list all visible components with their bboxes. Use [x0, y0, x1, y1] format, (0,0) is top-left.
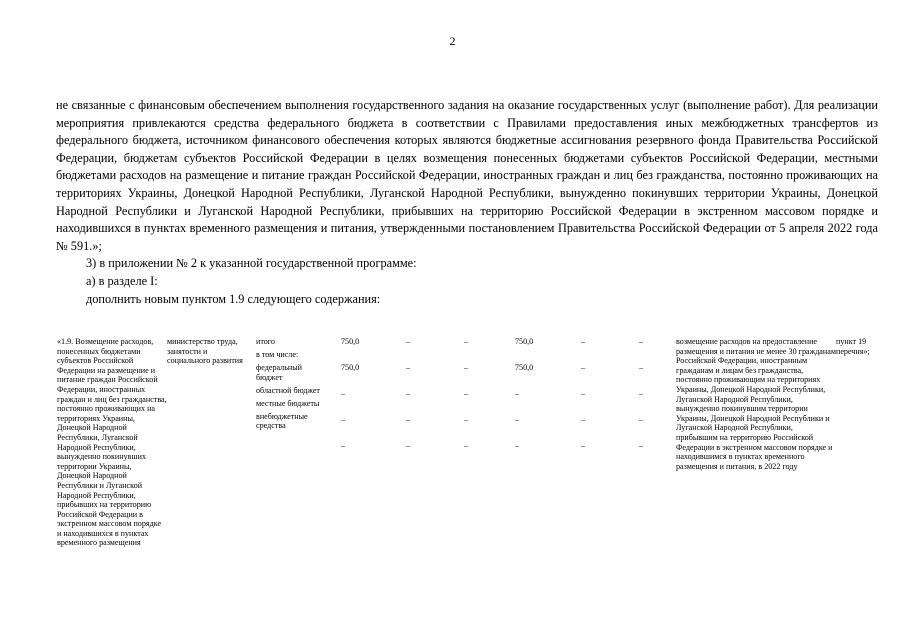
table-cell: – [581, 415, 586, 424]
table-cell: – [406, 415, 411, 424]
table-cell: – [515, 415, 520, 424]
table-cell: 750,0 [515, 363, 534, 372]
table-cell: – [639, 441, 644, 450]
table-cell: – [639, 337, 644, 346]
table-reference-cell: пункт 19 перечня»; [836, 337, 870, 356]
table-row-label: областной бюджет [256, 385, 320, 395]
table-cell: – [406, 337, 411, 346]
paragraph-2: 3) в приложении № 2 к указанной государственной программе: [86, 256, 417, 271]
table-cell: – [515, 441, 520, 450]
paragraph-4: дополнить новым пунктом 1.9 следующего содержания: [86, 291, 381, 306]
table-cell: – [639, 389, 644, 398]
table-cell: – [581, 363, 586, 372]
table-cell: – [406, 363, 411, 372]
table-source-column [256, 337, 326, 431]
document-body [56, 97, 878, 308]
table-cell: 750,0 [515, 337, 534, 346]
table-row-label: в том числе: [256, 349, 299, 359]
table-cell: – [639, 363, 644, 372]
table-cell: – [464, 363, 469, 372]
table-cell: – [581, 337, 586, 346]
table-row-label: федеральный бюджет [256, 362, 302, 382]
table-cell: – [464, 337, 469, 346]
table-cell: – [341, 389, 346, 398]
table-cell: – [581, 441, 586, 450]
table-cell: – [464, 415, 469, 424]
table-measure-cell: «1.9. Возмещение расходов, понесенных бюджетами субъектов Российской Федерации на размещение и питание граждан Российской Федерации, иностранных граждан и лиц без гражданства, постоянно проживающих на территориях Украины, Донецкой Народной Республики, Луганской Народной Республики, вынужденно покинувших территории Украины, Донецкой Народной Республики и Луганской Народной Республики, прибывших на территорию Российской Федерации в экстренном массовом порядке и находившихся в пунктах временного размещения [57, 337, 167, 548]
table-cell: – [341, 441, 346, 450]
table-row-label: внебюджетные средства [256, 411, 308, 431]
table-row-label: местные бюджеты [256, 398, 320, 408]
table-row-label: итого [256, 337, 275, 346]
table-executor-cell: министерство труда, занятости и социального развития [167, 337, 243, 366]
table-cell: 750,0 [341, 337, 360, 346]
table-cell: – [341, 415, 346, 424]
table-result-cell: возмещение расходов на предоставление размещения и питания не менее 30 гражданам Российской Федерации, иностранным гражданам и лицам без гражданства, постоянно проживающим на территориях Украины, Донецкой Народной Республики, Луганской Народной Республики, вынужденно покинувшим территории Украины, Донецкой Народной Республики и Луганской Народной Республики, прибывшим на территорию Российской Федерации в экстренном массовом порядке и находившимся в пунктах временного размещения и питания, в 2022 году [676, 337, 836, 471]
table-cell: – [406, 389, 411, 398]
paragraph-3: а) в разделе I: [86, 273, 158, 288]
paragraph-1: не связанные с финансовым обеспечением выполнения государственного задания на оказание государственных услуг (выполнение работ). Для реализации мероприятия привлекаются средства федерального бюджета в соответствии с Правилами предоставления иных межбюджетных трансфертов из федерального бюджета, источником финансового обеспечения которых являются бюджетные ассигнования резервного фонда Правительства Российской Федерации, бюджетам субъектов Российской Федерации в целях возмещения понесенных бюджетами субъектов Российской Федерации, местными бюджетами расходов на размещение и питание граждан Российской Федерации, иностранных граждан и лиц без гражданства, постоянно проживающих на территориях Украины, Донецкой Народной Республики, Луганской Народной Республики, вынужденно покинувших территории Украины, Донецкой Народной Республики и Луганской Народной Республики, прибывших на территорию Российской Федерации в экстренном массовом порядке и находившихся в пунктах временного размещения и питания, утвержденными постановлением Правительства Российской Федерации от 5 апреля 2022 года № 591.»; [56, 98, 878, 253]
table-cell: – [515, 389, 520, 398]
table-cell: – [464, 441, 469, 450]
table-cell: – [464, 389, 469, 398]
table-cell: – [639, 415, 644, 424]
page-number: 2 [449, 34, 456, 48]
table-cell: 750,0 [341, 363, 360, 372]
table-cell: – [406, 441, 411, 450]
table-cell: – [581, 389, 586, 398]
